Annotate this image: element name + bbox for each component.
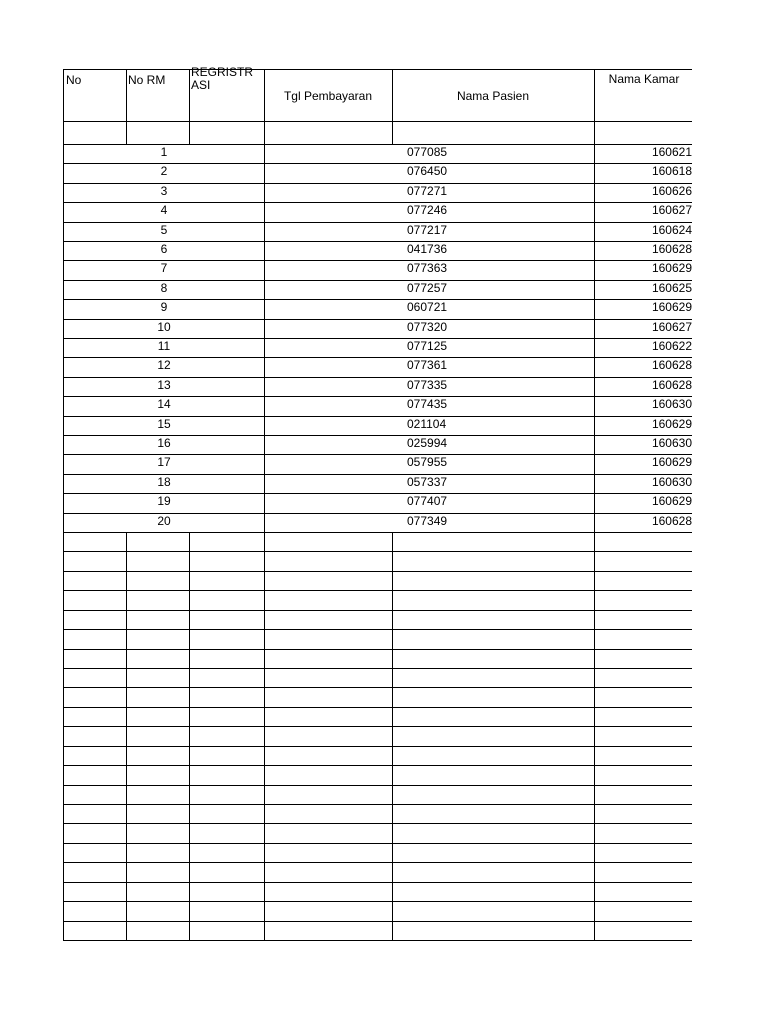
row-reg: 160629 [651, 495, 692, 509]
grid-line [594, 144, 595, 532]
grid-line [63, 882, 692, 883]
row-no: 12 [157, 359, 171, 373]
row-rm: 077320 [407, 320, 448, 334]
row-rm: 077349 [407, 514, 448, 528]
row-reg: 160622 [651, 340, 692, 353]
grid-line [63, 571, 692, 572]
grid-line [63, 435, 692, 436]
grid-line [63, 163, 692, 164]
row-no: 10 [157, 320, 171, 334]
row-rm: 077085 [407, 146, 448, 159]
grid-line [63, 707, 692, 708]
grid-line [63, 785, 692, 786]
row-reg: 160626 [651, 184, 692, 198]
grid-line [189, 532, 190, 940]
row-reg: 160625 [651, 281, 692, 295]
row-no: 19 [157, 495, 171, 509]
grid-line [63, 687, 692, 688]
row-rm: 077407 [407, 495, 448, 509]
row-rm: 077361 [407, 359, 448, 373]
row-no: 13 [157, 378, 171, 392]
header-registrasi-line2: ASI [191, 79, 211, 92]
row-rm: 077435 [407, 398, 448, 412]
grid-line [594, 532, 595, 940]
grid-line [63, 299, 692, 300]
row-no: 18 [157, 475, 171, 489]
row-rm: 076450 [407, 165, 448, 179]
row-reg: 160628 [651, 359, 692, 373]
row-reg: 160628 [651, 378, 692, 392]
grid-line [63, 532, 64, 940]
grid-line [63, 202, 692, 203]
grid-line [392, 69, 393, 144]
row-no: 20 [157, 514, 171, 528]
row-no: 1 [160, 146, 168, 159]
grid-line [63, 610, 692, 611]
row-rm: 077335 [407, 378, 448, 392]
grid-line [63, 726, 692, 727]
row-reg: 160630 [651, 475, 692, 489]
grid-line [63, 746, 692, 747]
row-rm: 057337 [407, 475, 448, 489]
grid-line [264, 144, 265, 532]
row-reg: 160624 [651, 223, 692, 237]
row-rm: 021104 [407, 417, 447, 431]
grid-line [189, 69, 190, 144]
row-reg: 160630 [651, 437, 692, 450]
grid-line [126, 69, 127, 144]
grid-line [264, 69, 265, 144]
row-no: 8 [160, 281, 168, 295]
row-no: 2 [160, 165, 168, 179]
grid-line [63, 551, 692, 552]
row-rm: 077246 [407, 204, 448, 218]
grid-line [63, 69, 64, 144]
row-rm: 077257 [407, 281, 448, 295]
row-no: 14 [157, 398, 171, 412]
row-reg: 160627 [651, 204, 692, 218]
grid-line [63, 804, 692, 805]
header-registrasi-line1: REGRISTR [191, 66, 254, 79]
row-reg: 160627 [651, 320, 692, 334]
row-no: 7 [160, 262, 168, 276]
grid-line [63, 338, 692, 339]
header-no-rm: No RM [128, 74, 166, 87]
grid-line [63, 144, 692, 145]
header-nama-kamar: Nama Kamar [608, 73, 680, 86]
row-rm: 025994 [407, 437, 448, 450]
row-reg: 160629 [651, 456, 692, 470]
grid-line [63, 454, 692, 455]
grid-line [63, 823, 692, 824]
row-reg: 160628 [651, 243, 692, 256]
row-rm: 057955 [407, 456, 448, 470]
header-nama-pasien: Nama Pasien [456, 90, 530, 103]
grid-line [63, 765, 692, 766]
row-rm: 041736 [407, 243, 448, 256]
row-no: 16 [157, 437, 171, 450]
row-rm: 077125 [407, 340, 448, 353]
grid-line [126, 532, 127, 940]
row-reg: 160628 [651, 514, 692, 528]
row-no: 17 [157, 456, 171, 470]
grid-line [63, 532, 692, 533]
row-no: 6 [160, 243, 168, 256]
grid-line [63, 144, 64, 532]
grid-line [63, 493, 692, 494]
grid-line [63, 862, 692, 863]
grid-line [63, 121, 692, 122]
grid-line [594, 69, 595, 144]
grid-line [63, 241, 692, 242]
grid-line [63, 357, 692, 358]
row-rm: 077363 [407, 262, 448, 276]
row-rm: 060721 [407, 301, 448, 315]
row-no: 5 [160, 223, 168, 237]
row-rm: 077271 [407, 184, 448, 198]
grid-line [392, 532, 393, 940]
grid-line [63, 843, 692, 844]
row-no: 15 [157, 417, 171, 431]
grid-line [63, 901, 692, 902]
header-no: No [66, 74, 82, 87]
row-reg: 160618 [651, 165, 692, 179]
grid-line [63, 940, 692, 941]
row-reg: 160629 [651, 417, 692, 431]
row-rm: 077217 [407, 223, 448, 237]
grid-line [63, 260, 692, 261]
row-reg: 160621 [651, 146, 692, 159]
grid-line [264, 532, 265, 940]
row-no: 11 [157, 340, 171, 353]
grid-line [63, 921, 692, 922]
row-reg: 160630 [651, 398, 692, 412]
row-no: 4 [160, 204, 168, 218]
grid-line [63, 69, 692, 70]
row-no: 9 [160, 301, 168, 315]
row-no: 3 [160, 184, 168, 198]
grid-line [63, 649, 692, 650]
row-reg: 160629 [651, 262, 692, 276]
row-reg: 160629 [651, 301, 692, 315]
grid-line [63, 668, 692, 669]
grid-line [63, 629, 692, 630]
header-tgl-pembayaran: Tgl Pembayaran [283, 90, 373, 103]
grid-line [63, 396, 692, 397]
grid-line [63, 590, 692, 591]
